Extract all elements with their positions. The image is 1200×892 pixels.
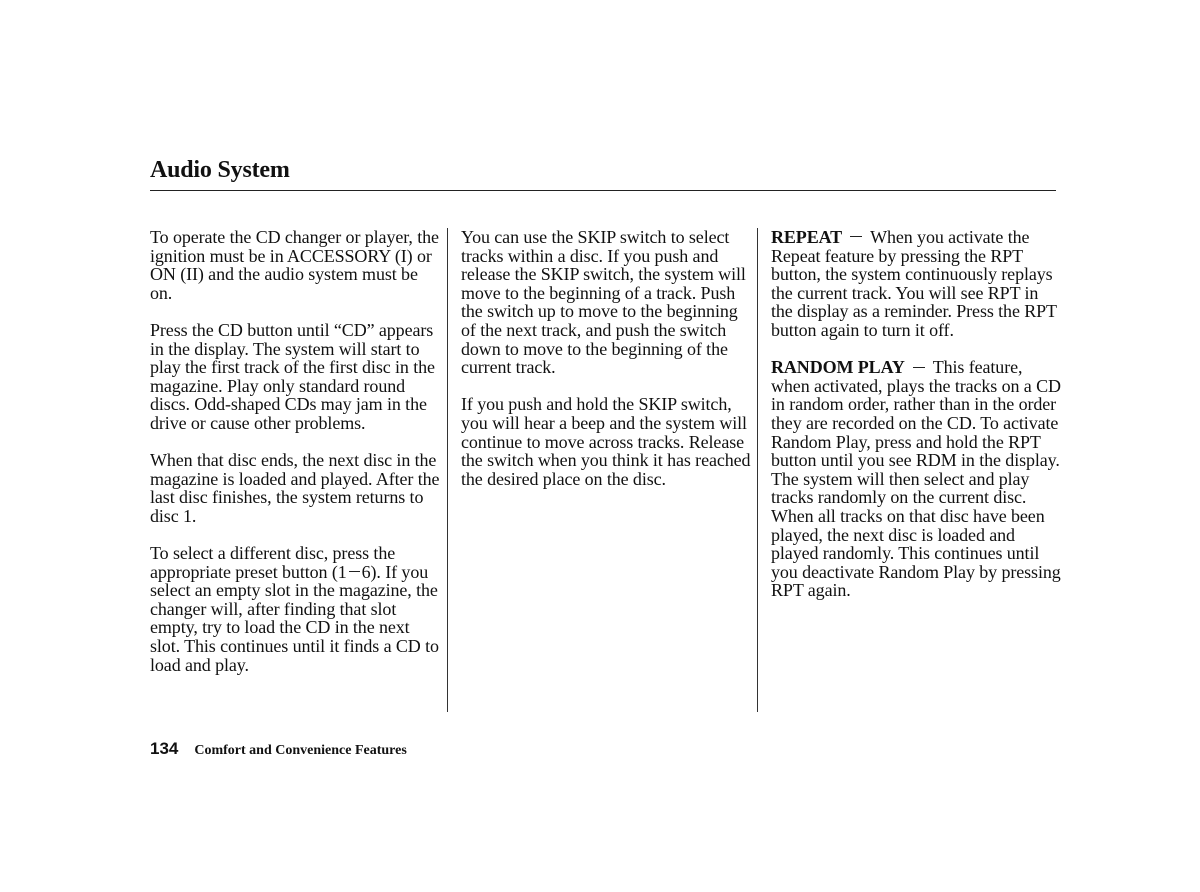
repeat-term: REPEAT <box>771 227 843 247</box>
text-column-3 <box>771 228 1063 618</box>
title-rule <box>150 190 1056 191</box>
column-divider-1 <box>447 228 448 712</box>
select-disc-text-after: 6). If you select an empty slot in the magazine, the changer will, after finding that slot empty, try to load the CD in the next slot. This continues until it finds a CD to load and play. <box>150 561 439 675</box>
paragraph-select-disc <box>150 544 442 674</box>
paragraph-cd-button: Press the CD button until “CD” appears in the display. The system will start to play the first track of the first disc in the magazine. Play only standard round discs. Odd-shaped CDs may jam in the drive or cause other problems. <box>150 319 435 433</box>
select-disc-text-before: To select a different disc, press the appropriate preset button (1 <box>150 543 396 582</box>
range-dash <box>349 571 360 572</box>
text-column-2 <box>461 228 753 507</box>
column-divider-2 <box>757 228 758 712</box>
random-play-text: This feature, when activated, plays the tracks on a CD in random order, rather than in the order they are recorded on the CD. To activate Random Play, press and hold the RPT button until you see RDM in the display. The system will then select and play tracks randomly on the current disc. When all tracks on that disc have been played, the next disc is loaded and played randomly. This continues until you deactivate Random Play by pressing RPT again. <box>771 357 1061 601</box>
section-name: Comfort and Convenience Features <box>194 743 407 758</box>
paragraph-disc-ends: When that disc ends, the next disc in the magazine is loaded and played. After the last disc finishes, the system returns to disc 1. <box>150 450 440 526</box>
paragraph-skip-switch: You can use the SKIP switch to select tracks within a disc. If you push and release the SKIP switch, the system will move to the beginning of a track. Push the switch up to move to the beginning of the next track, and push the switch down to move to the beginning of the current track. <box>461 227 746 378</box>
term-dash <box>913 367 925 368</box>
paragraph-repeat <box>771 228 1063 340</box>
text-column-1 <box>150 228 442 693</box>
page-footer <box>150 739 407 759</box>
paragraph-ignition: To operate the CD changer or player, the ignition must be in ACCESSORY (I) or ON (II) and the audio system must be on. <box>150 227 439 303</box>
repeat-text: When you activate the Repeat feature by pressing the RPT button, the system continuously replays the current track. You will see RPT in the display as a reminder. Press the RPT button again to turn it off. <box>771 227 1057 340</box>
paragraph-random-play <box>771 358 1063 600</box>
page-title: Audio System <box>150 157 290 183</box>
page-number: 134 <box>150 739 179 758</box>
random-play-term: RANDOM PLAY <box>771 357 905 378</box>
paragraph-skip-hold: If you push and hold the SKIP switch, you will hear a beep and the system will continue to move across tracks. Release the switch when you think it has reached the desired place on the disc. <box>461 394 751 489</box>
term-dash <box>850 236 862 237</box>
